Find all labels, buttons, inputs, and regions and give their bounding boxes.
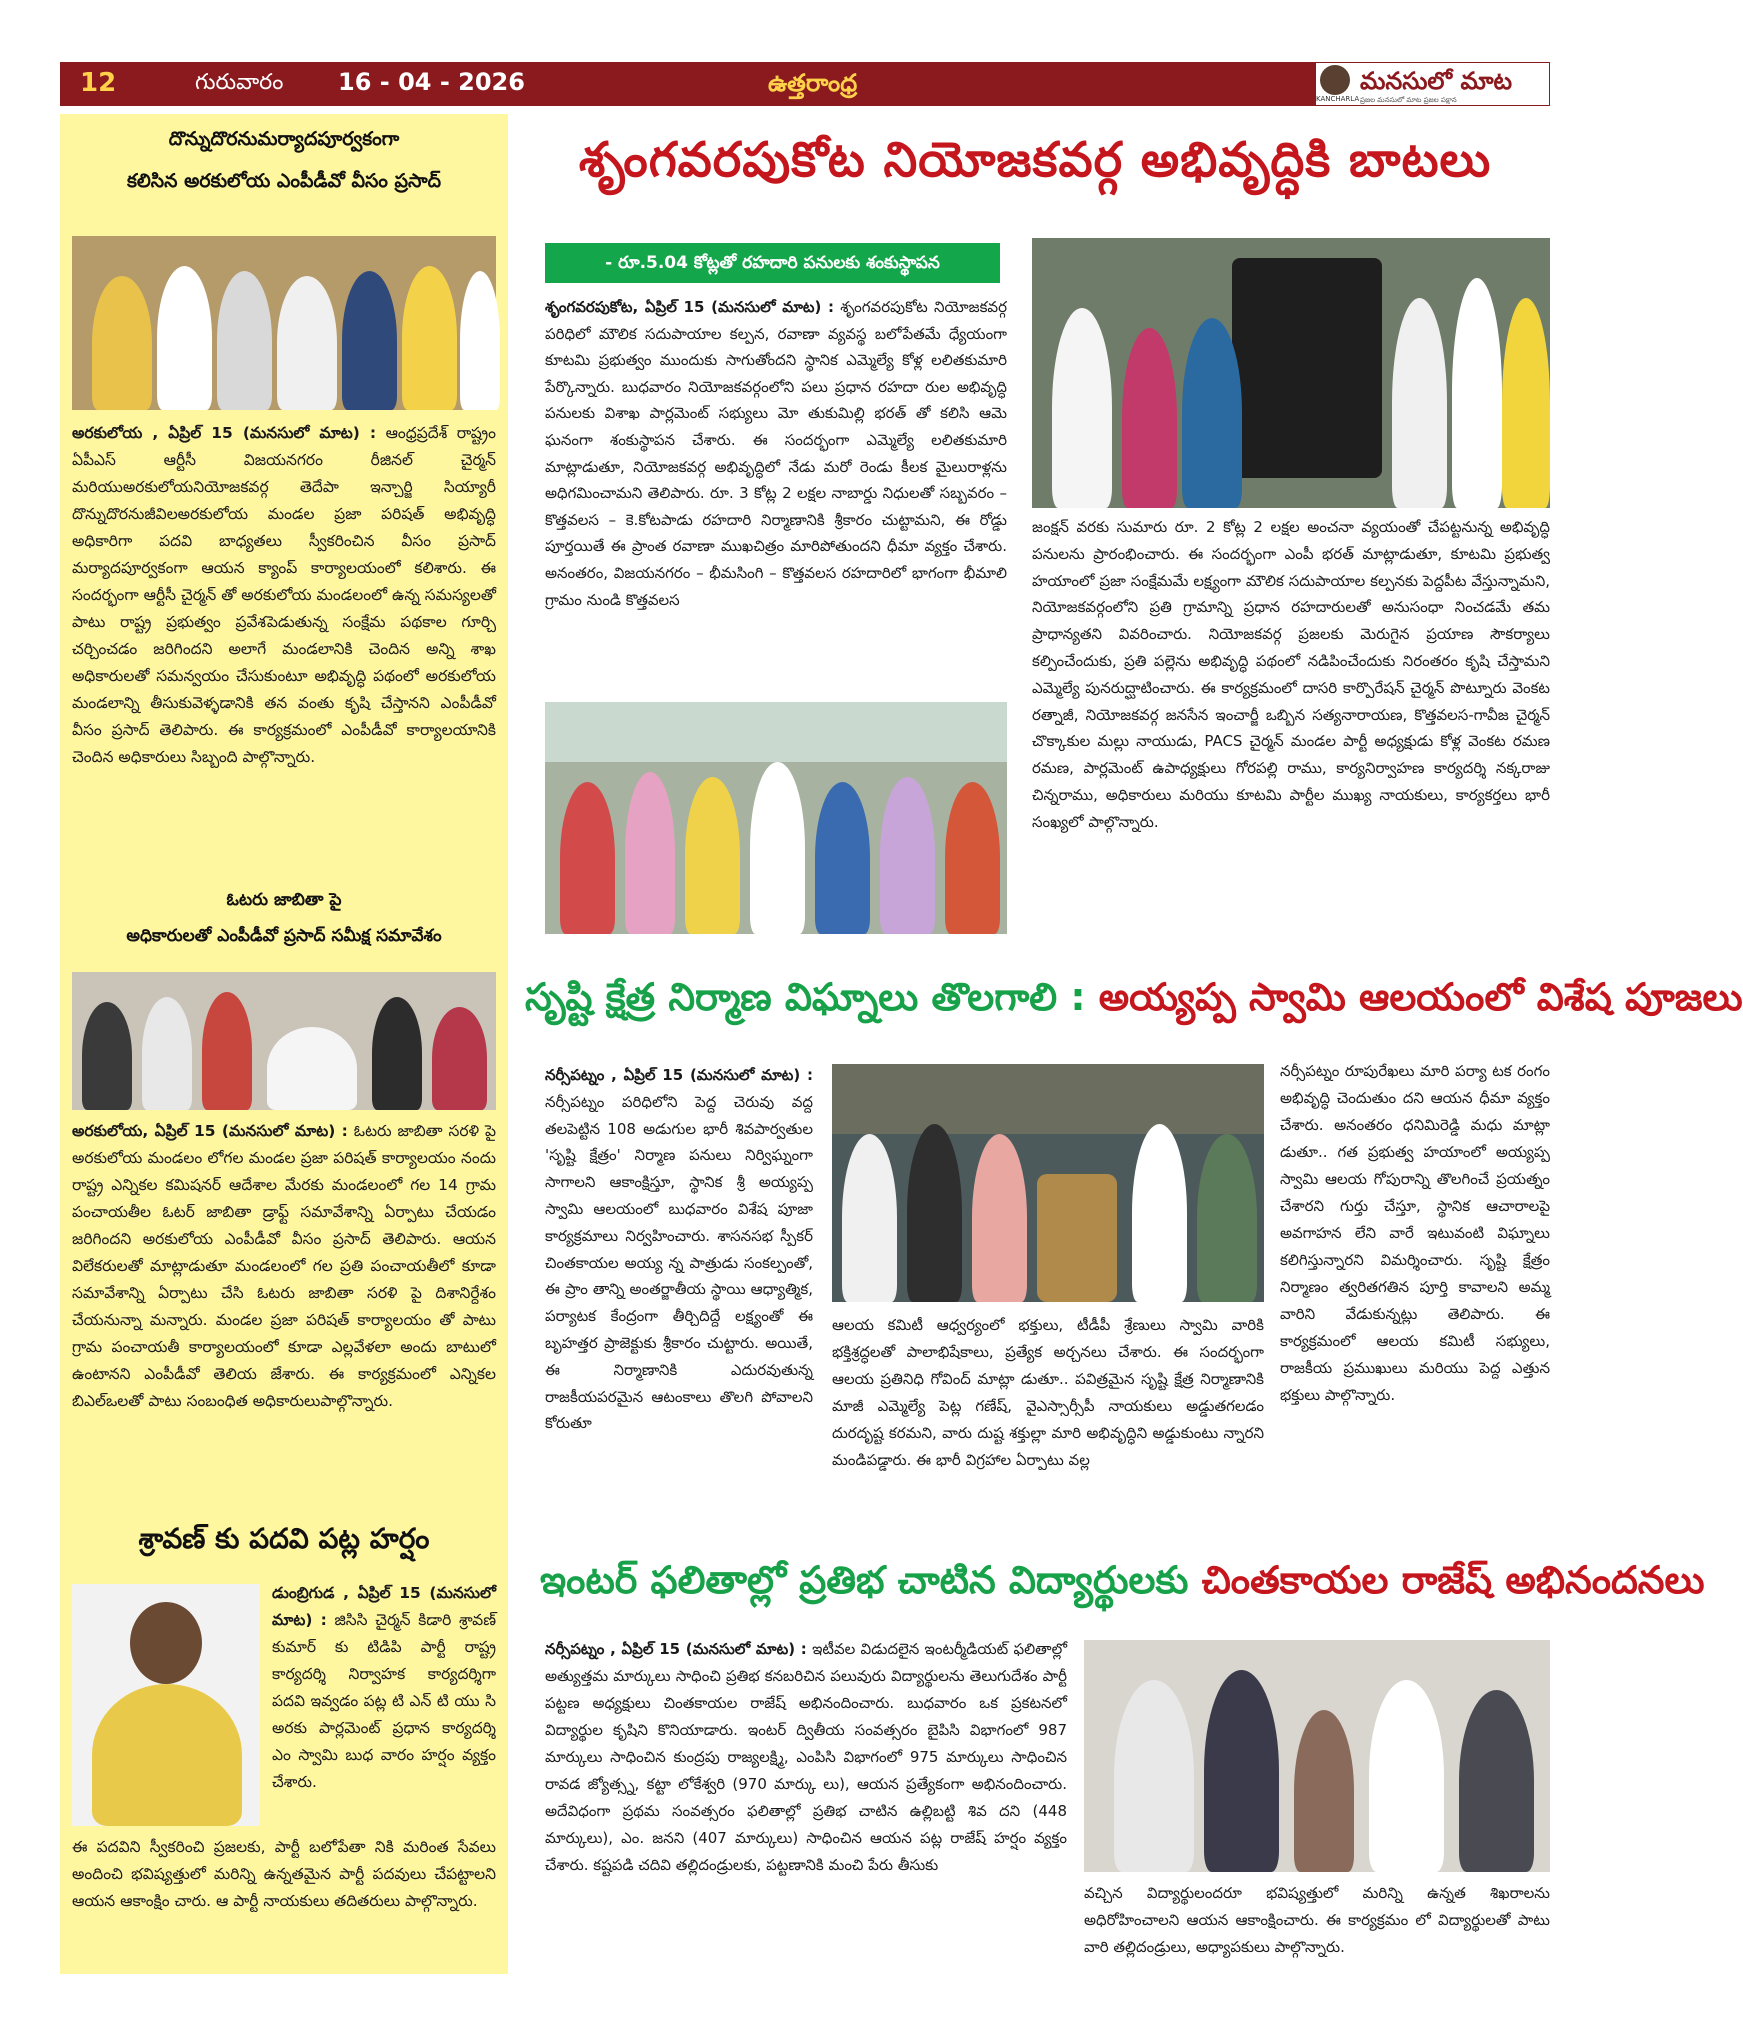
story-photo: [832, 1064, 1264, 1302]
story-body: [72, 420, 496, 890]
story-photo: [1032, 238, 1550, 508]
headline-part-a: సృష్టి క్షేత్ర నిర్మాణ విఘ్నాలు తొలగాలి :: [525, 975, 1086, 1019]
story-body: [72, 1118, 496, 1588]
story-title: ఓటరు జాబితా పై: [226, 890, 342, 910]
story-text: ఇటీవల విడుదలైన ఇంటర్మీడియట్ ఫలితాల్లో అత్యుత్తమ మార్కులు సాధించి ప్రతిభ కనబరిచిన పలువురు విద్యార్థులను తెలుగుదేశం పార్టీ పట్టణ అధ్యక్షులు చింతకాయల రాజేష్ అభినందించారు. బుధవారం ఒక ప్రకటనలో విద్యార్థుల కృషిని కొనియాడారు. ఇంటర్ ద్వితీయ సంవత్సరం బైపిసి విభాగంలో 987 మార్కులు సాధించిన కుంద్రపు రాజ్యలక్ష్మి, ఎంపిసి విభాగంలో 975 మార్కులు సాధించిన రావడ జ్యోత్స్న, కట్టా లోకేశ్వరి (970 మార్కు లు), ఆయన ప్రత్యేకంగా అభినందించారు. అదేవిధంగా ప్రథమ సంవత్సరం ఫలితాల్లో ప్రతిభ చాటిన ఉల్లిబట్టి శివ దని (448 మార్కులు), ఎం. జనని (407 మార్కులు) సాధించిన ఆయన పట్ల రాజేష్ హర్షం వ్యక్తం చేశారు. కష్టపడి చదివి తల్లిదండ్రులకు, పట్టణానికి మంచి పేరు తీసుకు: [545, 1640, 1067, 1874]
page-header: [60, 62, 1550, 106]
story-text: ఓటరు జాబితా సరళి పై అరకులోయ మండలం లోగల మండల ప్రజా పరిషత్ కార్యాలయం నందు రాష్ట్ర ఎన్నికల కమిషనర్ ఆదేశాల మేరకు మండలంలో గల 14 గ్రామ పంచాయతీల ఓటర్ జాబితా డ్రాఫ్ట్ సమావేశాన్ని ఏర్పాటు చేయడం జరిగిందని అరకులోయ ఎంపీడీవో వీసం ప్రసాద్ తెలిపారు. ఆయన విలేకరులతో మాట్లాడుతూ మండలంలో గల ప్రతి పంచాయతీలో కూడా సమావేశాన్ని ఏర్పాటు చేసి ఓటరు జాబితా సరళి పై దిశానిర్దేశం చేయనున్నా మన్నారు. మండల ప్రజా పరిషత్ కార్యాలయం తో పాటు గ్రామ పంచాయతీ కార్యాలయంలో కూడా ఎల్లవేళలా అందు బాటులో ఉంటానని ఎంపీడీవో తెలియ జేశారు. ఈ కార్యక్రమంలో ఎన్నికల బిఎల్ఒలతో పాటు సంబంధిత అధికారులుపాల్గొన్నారు.: [72, 1122, 496, 1410]
masthead-title: మనసులో మాట: [1360, 67, 1513, 95]
story-dateline: అరకులోయ , ఏప్రిల్ 15 (మనసులో మాట) :: [72, 424, 377, 442]
story-text: జిసిసి చైర్మన్ కిడారి శ్రావణ్ కుమార్ కు టిడిపి పార్టీ రాష్ట్ర కార్యదర్శి నిర్వాహక కార్యదర్శిగా పదవి ఇవ్వడం పట్ల టి ఎన్ టి యు సి అరకు పార్లమెంట్ ప్రధాన కార్యదర్శి ఎం స్వామి బుధ వారం హర్షం వ్యక్తం చేశారు.: [272, 1611, 496, 1791]
story-text: ఆంధ్రప్రదేశ్ రాష్ట్రం ఏపీఎస్ ఆర్టీసీ విజయనగరం రీజినల్ చైర్మన్ మరియుఅరకులోయనియోజకవర్గ తెదేపా ఇన్చార్జి సియ్యారీ దొన్నుదొరనుజీవిలఅరకులోయ మండల ప్రజా పరిషత్ అభివృద్ధి అధికారిగా పదవి బాధ్యతలు స్వీకరించిన వీసం ప్రసాద్ మర్యాదపూర్వకంగా ఆయన క్యాంప్ కార్యాలయంలో కలిశారు. ఈ సందర్భంగా ఆర్టీసీ చైర్మన్ తో అరకులోయ మండలంలో ఉన్న సమస్యలతో పాటు రాష్ట్ర ప్రభుత్వం ప్రవేశపెడుతున్న సంక్షేమ పథకాల గూర్చి చర్చించడం జరిగిందని అలాగే మండలానికి చెందిన అన్ని శాఖ అధికారులతో సమన్వయం చేసుకుంటూ అభివృద్ధి పథంలో అరకులోయ మండలాన్ని తీసుకువెళ్ళడానికి తన వంతు కృషి చేస్తానని ఎంపీడీవో వీసం ప్రసాద్ తెలిపారు. ఈ కార్యక్రమంలో ఎంపీడీవో కార్యాలయానికి చెందిన అధికారులు సిబ్బంది పాల్గొన్నారు.: [72, 424, 496, 766]
masthead-tagline: ప్రజల మనసులో మాట ప్రజల పక్షాన: [1360, 96, 1457, 104]
main-headline: శృంగవరపుకోట నియోజకవర్గ అభివృద్ధికి బాటలు: [578, 132, 1492, 188]
left-sidebar-column: [60, 114, 508, 1974]
story-text: శృంగవరపుకోట నియోజకవర్గ పరిధిలో మౌలిక సదుపాయాల కల్పన, రవాణా వ్యవస్థ బలోపేతమే ధ్యేయంగా కూటమి ప్రభుత్వం ముందుకు సాగుతోందని స్థానిక ఎమ్మెల్యే కోళ్ల లలితకుమారి పేర్కొన్నారు. బుధవారం నియోజకవర్గంలోని పలు ప్రధాన రహదా రుల అభివృద్ధి పనులకు విశాఖ పార్లమెంట్ సభ్యులు మో తుకుమిల్లి భరత్ తో కలిసి ఆమె ఘనంగా శంకుస్థాపన చేశారు. ఈ సందర్భంగా ఎమ్మెల్యే లలితకుమారి మాట్లాడుతూ, నియోజకవర్గ అభివృద్ధిలో నేడు మరో రెండు కీలక మైలురాళ్లను అధిగమించామని తెలిపారు. రూ. 3 కోట్ల 2 లక్షల నాబార్డు నిధులతో సబ్బవరం – కొత్తవలస – కె.కోటపాడు రహదారి నిర్మాణానికి శ్రీకారం చుట్టామని, ఈ రోడ్డు పూర్తయితే ఈ ప్రాంత రవాణా ముఖచిత్రం మారిపోతుందని ధీమా వ్యక్తం చేశారు. అనంతరం, విజయనగరం – భీమసింగి – కొత్తవలస రహదారిలో భాగంగా భీమాలి గ్రామం నుండి కొత్తవలస: [545, 298, 1007, 609]
page-number: 12: [80, 68, 117, 98]
subheadline-banner: - రూ.5.04 కోట్లతో రహదారి పనులకు శంకుస్థాపన: [545, 243, 1000, 283]
section-headline: [525, 975, 1743, 1029]
story-dateline: నర్సీపట్నం , ఏప్రిల్ 15 (మనసులో మాట) :: [545, 1066, 813, 1084]
story-photo: [545, 702, 1007, 934]
story-dateline: నర్సీపట్నం , ఏప్రిల్ 15 (మనసులో మాట) :: [545, 1640, 807, 1658]
story-body: [272, 1580, 496, 1836]
masthead-logo: [1315, 62, 1550, 106]
editor-portrait-icon: [1320, 65, 1350, 95]
story-body-continued: నర్సీపట్నం రూపురేఖలు మారి పర్యా టక రంగం అభివృద్ధి చెందుతుం దని ఆయన ధీమా వ్యక్తం చేశారు. అనంతరం ధనిమిరెడ్డి మధు మాట్లా డుతూ.. గత ప్రభుత్వ హయాంలో అయ్యప్ప స్వామి ఆలయ గోపురాన్ని తొలగించే ప్రయత్నం చేశారని గుర్తు చేస్తూ, స్థానిక ఆచారాలపై అవగాహన లేని వారే ఇటువంటి విఘ్నాలు కలిగిస్తున్నారని విమర్శించారు. సృష్టి క్షేత్రం నిర్మాణం త్వరితగతిన పూర్తి కావాలని అమ్మ వారిని వేడుకున్నట్లు తెలిపారు. ఈ కార్యక్రమంలో ఆలయ కమిటీ సభ్యులు, రాజకీయ ప్రముఖులు మరియు పెద్ద ఎత్తున భక్తులు పాల్గొన్నారు.: [1280, 1062, 1550, 1404]
story-body: [545, 1636, 1067, 1970]
person-photo: [72, 1584, 260, 1826]
story-title: శ్రావణ్ కు పదవి పట్ల హర్షం: [138, 1522, 430, 1555]
story-text: నర్సీపట్నం పరిధిలోని పెద్ద చెరువు వద్ద తలపెట్టిన 108 అడుగుల భారీ శివపార్వతుల 'సృష్టి క్షేత్రం' నిర్మాణ పనులు నిర్విఘ్నంగా సాగాలని ఆకాంక్షిస్తూ, స్థానిక శ్రీ అయ్యప్ప స్వామి ఆలయంలో బుధవారం విశేష పూజా కార్యక్రమాలు నిర్వహించారు. శాసనసభ స్పీకర్ చింతకాయల అయ్య న్న పాత్రుడు సంకల్పంతో, ఈ ప్రాం తాన్ని అంతర్జాతీయ స్థాయి ఆధ్యాత్మిక, పర్యాటక కేంద్రంగా తీర్చిదిద్దే లక్ష్యంతో ఈ బృహత్తర ప్రాజెక్టుకు శ్రీకారం చుట్టారు. అయితే, ఈ నిర్మాణానికి ఎదురవుతున్న రాజకీయపరమైన ఆటంకాలు తొలగి పోవాలని కోరుతూ: [545, 1092, 813, 1433]
issue-date: 16 - 04 - 2026: [338, 68, 525, 96]
section-name: ఉత్తరాంధ్ర: [768, 69, 858, 97]
masthead-sub: KANCHARLA: [1316, 95, 1360, 103]
story-body-continued: జంక్షన్ వరకు సుమారు రూ. 2 కోట్ల 2 లక్షల అంచనా వ్యయంతో చేపట్టనున్న అభివృద్ధి పనులను ప్రారంభించారు. ఈ సందర్భంగా ఎంపీ భరత్ మాట్లాడుతూ, కూటమి ప్రభుత్వ హయాంలో ప్రజా సంక్షేమమే లక్ష్యంగా మౌలిక సదుపాయాల కల్పనకు పెద్దపీట వేస్తున్నామని, నియోజకవర్గంలోని ప్రతి గ్రామాన్ని ప్రధాన రహదారులతో అనుసంధా నించడమే తమ ప్రాధాన్యతని వివరించారు. నియోజకవర్గ ప్రజలకు మెరుగైన ప్రయాణ సౌకర్యాలు కల్పించేందుకు, ప్రతి పల్లెను అభివృద్ధి పథంలో నడిపించేందుకు నిరంతరం కృషి చేస్తామని ఎమ్మెల్యే పునరుద్ఘాటించారు. ఈ కార్యక్రమంలో దాసరి కార్పొరేషన్ చైర్మన్ పొట్నూరు వెంకట రత్నాజీ, నియోజకవర్గ జనసేన ఇంచార్జీ ఒబ్బిన సత్యనారాయణ, కొత్తవలస-గావీజ చైర్మన్ చొక్కాకుల మల్లు నాయుడు, PACS చైర్మన్ మండల పార్టీ అధ్యక్షుడు కోళ్ల వెంకట రమణ రమణ, పార్లమెంట్ ఉపాధ్యక్షులు గోరపల్లి రాము, కార్యనిర్వాహణ కార్యదర్శి నక్కరాజు చిన్నరాము, అధికారులు మరియు కూటమి పార్టీల ముఖ్య నాయకులు, కార్యకర్తలు భారీ సంఖ్యలో పాల్గొన్నారు.: [1032, 518, 1550, 831]
story-body: [545, 1062, 813, 1534]
story-photo: [72, 236, 496, 410]
story-dateline: డుంబ్రిగుడ , ఏప్రిల్ 15 (మనసులో మాట) :: [272, 1584, 496, 1629]
headline-part-b: చింతకాయల రాజేష్ అభినందనలు: [1201, 1558, 1705, 1602]
weekday: గురువారం: [195, 70, 284, 95]
headline-part-a: ఇంటర్ ఫలితాల్లో ప్రతిభ చాటిన విద్యార్థులకు: [540, 1558, 1189, 1602]
story-body-continued: ఈ పదవిని స్వీకరించి ప్రజలకు, పార్టీ బలోపేతా నికి మరింత సేవలు అందించి భవిష్యత్తులో మరిన్ని ఉన్నతమైన పార్టీ పదవులు చేపట్టాలని ఆయన ఆకాంక్షిం చారు. ఆ పార్టీ నాయకులు తదితరులు పాల్గొన్నారు.: [72, 1838, 496, 1910]
story-dateline: అరకులోయ, ఏప్రిల్ 15 (మనసులో మాట) :: [72, 1122, 348, 1140]
story-title: అధికారులతో ఎంపీడీవో ప్రసాద్ సమీక్ష సమావేశం: [126, 926, 442, 946]
story-photo: [72, 972, 496, 1110]
section-headline: [540, 1558, 1705, 1612]
story-photo: [1084, 1640, 1550, 1872]
story-body-continued: ఆలయ కమిటీ ఆధ్వర్యంలో భక్తులు, టీడీపీ శ్రేణులు స్వామి వారికి భక్తిశ్రద్ధలతో పాలాభిషేకాలు, ప్రత్యేక అర్చనలు చేశారు. ఈ సందర్భంగా ఆలయ ప్రతినిధి గోవింద్ మాట్లా డుతూ.. పవిత్రమైన సృష్టి క్షేత్ర నిర్మాణానికి మాజీ ఎమ్మెల్యే పెట్ల గణేష్, వైఎస్సార్సీపీ నాయకులు అడ్డుతగలడం దురదృష్ట కరమని, వారు దుష్ట శక్తుల్లా మారి అభివృద్ధిని అడ్డుకుంటు న్నారని మండిపడ్డారు. ఈ భారీ విగ్రహాల ఏర్పాటు వల్ల: [832, 1316, 1264, 1469]
story-body: [545, 294, 1007, 694]
story-dateline: శృంగవరపుకోట, ఏప్రిల్ 15 (మనసులో మాట) :: [545, 298, 835, 316]
story-title: దొన్నుదొరనుమర్యాదపూర్వకంగా: [168, 128, 400, 150]
headline-part-b: అయ్యప్ప స్వామి ఆలయంలో విశేష పూజలు: [1098, 975, 1743, 1019]
story-title: కలిసిన అరకులోయ ఎంపీడీవో వీసం ప్రసాద్: [126, 170, 442, 192]
story-body-continued: వచ్చిన విద్యార్థులందరూ భవిష్యత్తులో మరిన్ని ఉన్నత శిఖరాలను అధిరోహించాలని ఆయన ఆకాంక్షించారు. ఈ కార్యక్రమం లో విద్యార్థులతో పాటు వారి తల్లిదండ్రులు, అధ్యాపకులు పాల్గొన్నారు.: [1084, 1884, 1550, 1956]
